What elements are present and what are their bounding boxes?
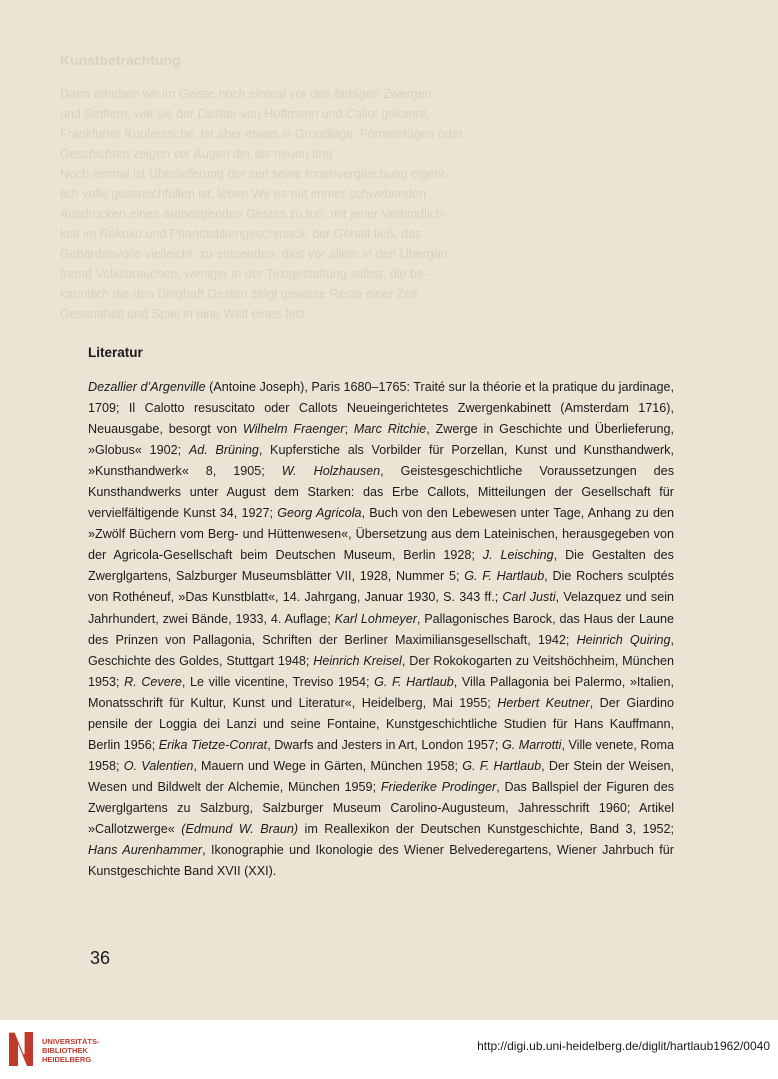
author-name: Erika Tietze-Conrat [158,737,268,752]
author-name: Hans Aurenhammer [88,843,203,858]
library-logo-icon [6,1030,36,1068]
author-name: R. Cevere [124,674,182,689]
bleed-through-heading: Kunstbetrachtung [60,52,181,68]
library-name-line: BIBLIOTHEK [42,1046,88,1055]
author-name: Marc Ritchie [353,422,427,437]
citation-text: ; [344,422,354,437]
library-name-line: UNIVERSITÄTS- [42,1037,100,1046]
bleed-through-line: kanntlich die den Dinghaft Gesten zeigt gewisse Reste einer Zeit [60,287,418,301]
bleed-through-line: keit im Rokoko und Phantastikengeschmack, der Gehalt ließ, das [60,227,422,241]
bleed-through-line: fremd Volksbrauchen, weniger in der Textgestaltung selbst, die be- [60,267,429,281]
bleed-through-line: Frankfurter Kupferstiche, ist aber etwas in Grundlage, Formenfügen oder [60,127,463,141]
author-name: Karl Lohmeyer [334,611,417,626]
citation-text: , Villa Pallagonia bei Palermo, »Italien, Monatsschrift für Kultur, Kunst und Literatur«, Heidelberg, Mai 1955; [88,674,674,710]
library-name-line: HEIDELBERG [42,1055,92,1064]
author-name: Friederike Prodinger [380,779,497,794]
library-name [42,1037,100,1064]
citation-text: , Das Ballspiel der Figuren des Zwerglgartens zu Salzburg, Salzburger Museum Carolino-Augusteum, Jahresschrift 1960; Artikel »Callotzwerge« [88,779,674,836]
citation-text: , Dwarfs and Jesters in Art, London 1957; [267,737,502,752]
bleed-through-line: Gesamtheit und Spiel in eine Welt eines fest [60,307,306,321]
citation-text: , Kupferstiche als Vorbilder für Porzellan, Kunst und Kunsthandwerk, »Kunsthandwerk« 8, 1905; [88,443,674,479]
citation-text: im Reallexikon der Deutschen Kunstgeschichte, Band 3, 1952; [298,821,674,836]
citation-text: , Der Giardino pensile der Loggia dei Lanzi und seine Fontaine, Kunstgeschichtliche Studien für Hans Kauffmann, Berlin 1956; [88,695,674,752]
citation-text: , Mauern und Wege in Gärten, München 1958; [193,758,463,773]
citation-text: , Buch von den Lebewesen unter Tage, Anhang zu den »Zwölf Büchern vom Berg- und Hüttenwesen«, Übersetzung aus dem Lateinischen, herausgegeben von der Agricola-Gesellschaft beim Deutschen Museum, Berlin 1928; [88,506,674,563]
author-name: Heinrich Kreisel [313,653,402,668]
citation-text: , Pallagonisches Barock, das Haus der Laune des Prinzen von Pallagonia, Schriften der Berliner Maximiliansgesellschaft, 1942; [88,611,674,647]
author-name: G. F. Hartlaub [374,674,454,689]
citation-text: , Geistesgeschichtliche Voraussetzungen des Kunsthandwerks unter August dem Starken: das Erbe Callots, Mitteilungen der Gesellschaft für vervielfältigende Kunst 34, 1927; [88,464,674,521]
bleed-through-line: Gebärdenvolle vielleicht, zu entsenden, dies vor allem in den Übergän- [60,247,452,261]
author-name: Herbert Keutner [497,695,590,710]
citation-text: , Die Gestalten des Zwerglgartens, Salzburger Museumsblätter VII, 1928, Nummer 5; [88,548,674,584]
author-name: G. F. Hartlaub [464,569,545,584]
citation-text: , Zwerge in Geschichte und Überlieferung, »Globus« 1902; [88,422,675,458]
author-name: (Edmund W. Braun) [181,821,299,836]
bleed-through-line: Ausdrücken eines arabesgenden Gestes zu tun, mit jener Verbindlich- [60,207,448,221]
citation-text: , Geschichte des Goldes, Stuttgart 1948; [88,632,675,668]
bleed-through-line: Geschichten zeigen vor Augen der als neuen ting [60,147,333,161]
section-heading: Literatur [88,345,143,360]
author-name: G. F. Hartlaub [462,758,542,773]
permalink-url[interactable]: http://digi.ub.uni-heidelberg.de/diglit/hartlaub1962/0040 [477,1039,770,1053]
citation-text: , Der Rokokogarten zu Veitshöchheim, München 1953; [88,653,674,689]
author-name: O. Valentien [123,758,194,773]
author-name: Dezallier d’Argenville [88,380,206,394]
citation-text: (Antoine Joseph), Paris 1680–1765: Traité sur la théorie et la pratique du jardinage, 1709; Il Calotto resuscitato oder Callots Neueingerichtetes Zwergenkabinett (Amsterdam 1716), Neuausgabe, besorgt von [88,380,674,437]
citation-text: , Ikonographie und Ikonologie des Wiener Belvederegartens, Wiener Jahrbuch für Kunstgeschichte Band XVII (XXI). [88,843,674,879]
citation-text: , Die Rochers sculptés von Rothéneuf, »Das Kunstblatt«, 14. Jahrgang, Januar 1930, S. 343 ff.; [88,569,674,605]
author-name: W. Holzhausen [281,464,381,479]
bibliography-paragraph [88,377,674,882]
footer-bar [0,1020,778,1079]
author-name: Ad. Brüning [188,443,259,458]
page-number: 36 [90,948,111,968]
bleed-through-line: lich volle geistreichfüllen ist, leben Wir es mit immer schwebenden [60,187,427,201]
bleed-through-line: Dann erheben wir im Geiste noch einmal vor den farbigen Zwergen [60,87,432,101]
author-name: Wilhelm Fraenger [242,422,345,437]
bleed-through-text [60,84,700,324]
author-name: Carl Justi [502,590,556,605]
bleed-through-line: und Bettlern, wie sie der Dichter von Hoffmann und Callot gekannt, [60,107,430,121]
bleed-through-line: Noch einmal ist Überlieferung der seit seine Innenvergleichung eigent- [60,167,450,181]
citation-text: , Ville venete, Roma 1958; [88,737,675,773]
author-name: Georg Agricola [277,506,362,521]
citation-text: , Le ville vicentine, Treviso 1954; [181,674,375,689]
author-name: G. Marrotti [501,737,562,752]
citation-text: , Der Stein der Weisen, Wesen und Bildwelt der Alchemie, München 1959; [88,758,675,794]
citation-text: , Velazquez und sein Jahrhundert, zwei Bände, 1933, 4. Auflage; [88,590,674,626]
author-name: Heinrich Quiring [576,632,671,647]
author-name: J. Leisching [482,548,554,563]
